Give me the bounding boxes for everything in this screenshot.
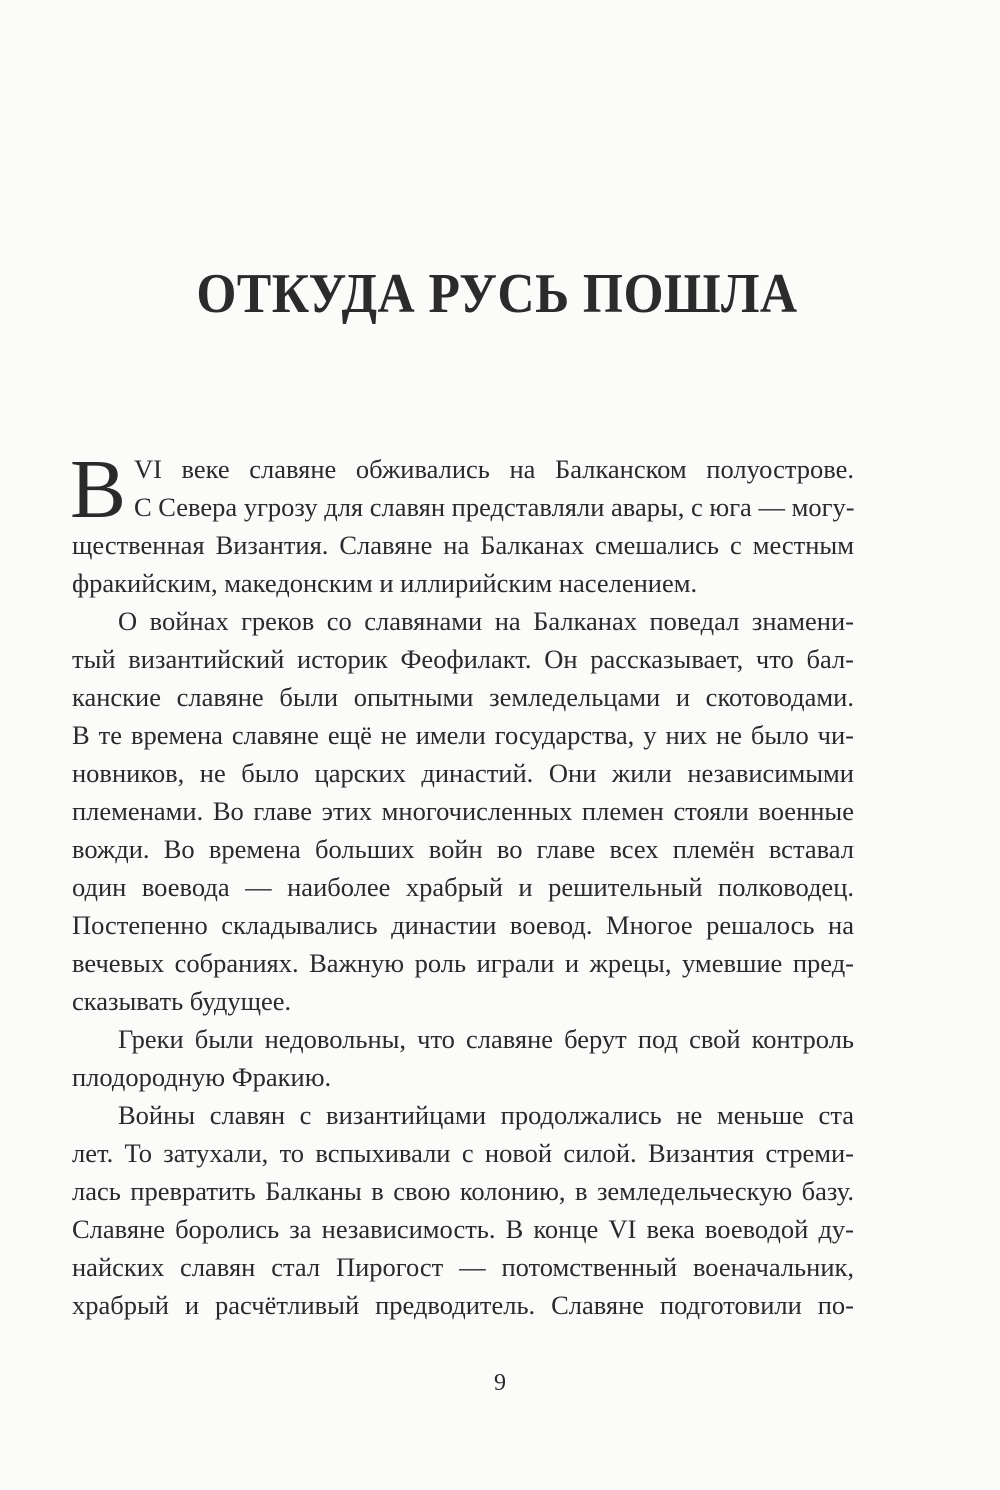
text-line-22: найских славян стал Пирогост — потомственный военачальник,	[72, 1252, 854, 1282]
text-line-15: сказывать будущее.	[72, 986, 292, 1016]
drop-cap: В	[70, 443, 127, 536]
text-line-13: Постепенно складывались династии воевод. Многое решалось на	[72, 910, 854, 940]
text-line-6: тый византийский историк Феофилакт. Он рассказывает, что бал-	[72, 644, 854, 674]
text-line-21: Славяне боролись за независимость. В конце VI века воеводой ду-	[72, 1214, 854, 1244]
text-line-12: один воевода — наиболее храбрый и решительный полководец.	[72, 872, 854, 902]
text-line-17: плодородную Фракию.	[72, 1062, 332, 1092]
chapter-title: ОТКУДА РУСЬ ПОШЛА	[196, 263, 798, 325]
body-text	[70, 443, 855, 1324]
page-number: 9	[494, 1370, 506, 1396]
text-line-2: С Севера угрозу для славян представляли авары, с юга — могу-	[134, 492, 855, 522]
text-line-5: О войнах греков со славянами на Балканах поведал знамени-	[118, 606, 854, 636]
text-line-7: канские славяне были опытными земледельцами и скотоводами.	[72, 682, 854, 712]
text-line-9: новников, не было царских династий. Они жили независимыми	[72, 758, 854, 788]
text-line-3: щественная Византия. Славяне на Балканах смешались с местным	[72, 530, 854, 560]
text-line-20: лась превратить Балканы в свою колонию, в земледельческую базу.	[72, 1176, 854, 1206]
text-line-4: фракийским, македонским и иллирийским населением.	[72, 568, 698, 598]
text-line-8: В те времена славяне ещё не имели государства, у них не было чи-	[72, 720, 854, 750]
text-line-11: вожди. Во времена больших войн во главе всех племён вставал	[72, 834, 854, 864]
text-line-23: храбрый и расчётливый предводитель. Славяне подготовили по-	[72, 1290, 854, 1320]
text-line-10: племенами. Во главе этих многочисленных племен стояли военные	[72, 796, 854, 826]
text-line-18: Войны славян с византийцами продолжались не меньше ста	[118, 1100, 854, 1130]
text-line-16: Греки были недовольны, что славяне берут под свой контроль	[118, 1024, 854, 1054]
text-line-14: вечевых собраниях. Важную роль играли и жрецы, умевшие пред-	[72, 948, 854, 978]
text-line-1-content: VI веке славяне обживались на Балканском полуострове.	[134, 454, 854, 484]
text-line-19: лет. То затухали, то вспыхивали с новой силой. Византия стреми-	[72, 1138, 854, 1168]
